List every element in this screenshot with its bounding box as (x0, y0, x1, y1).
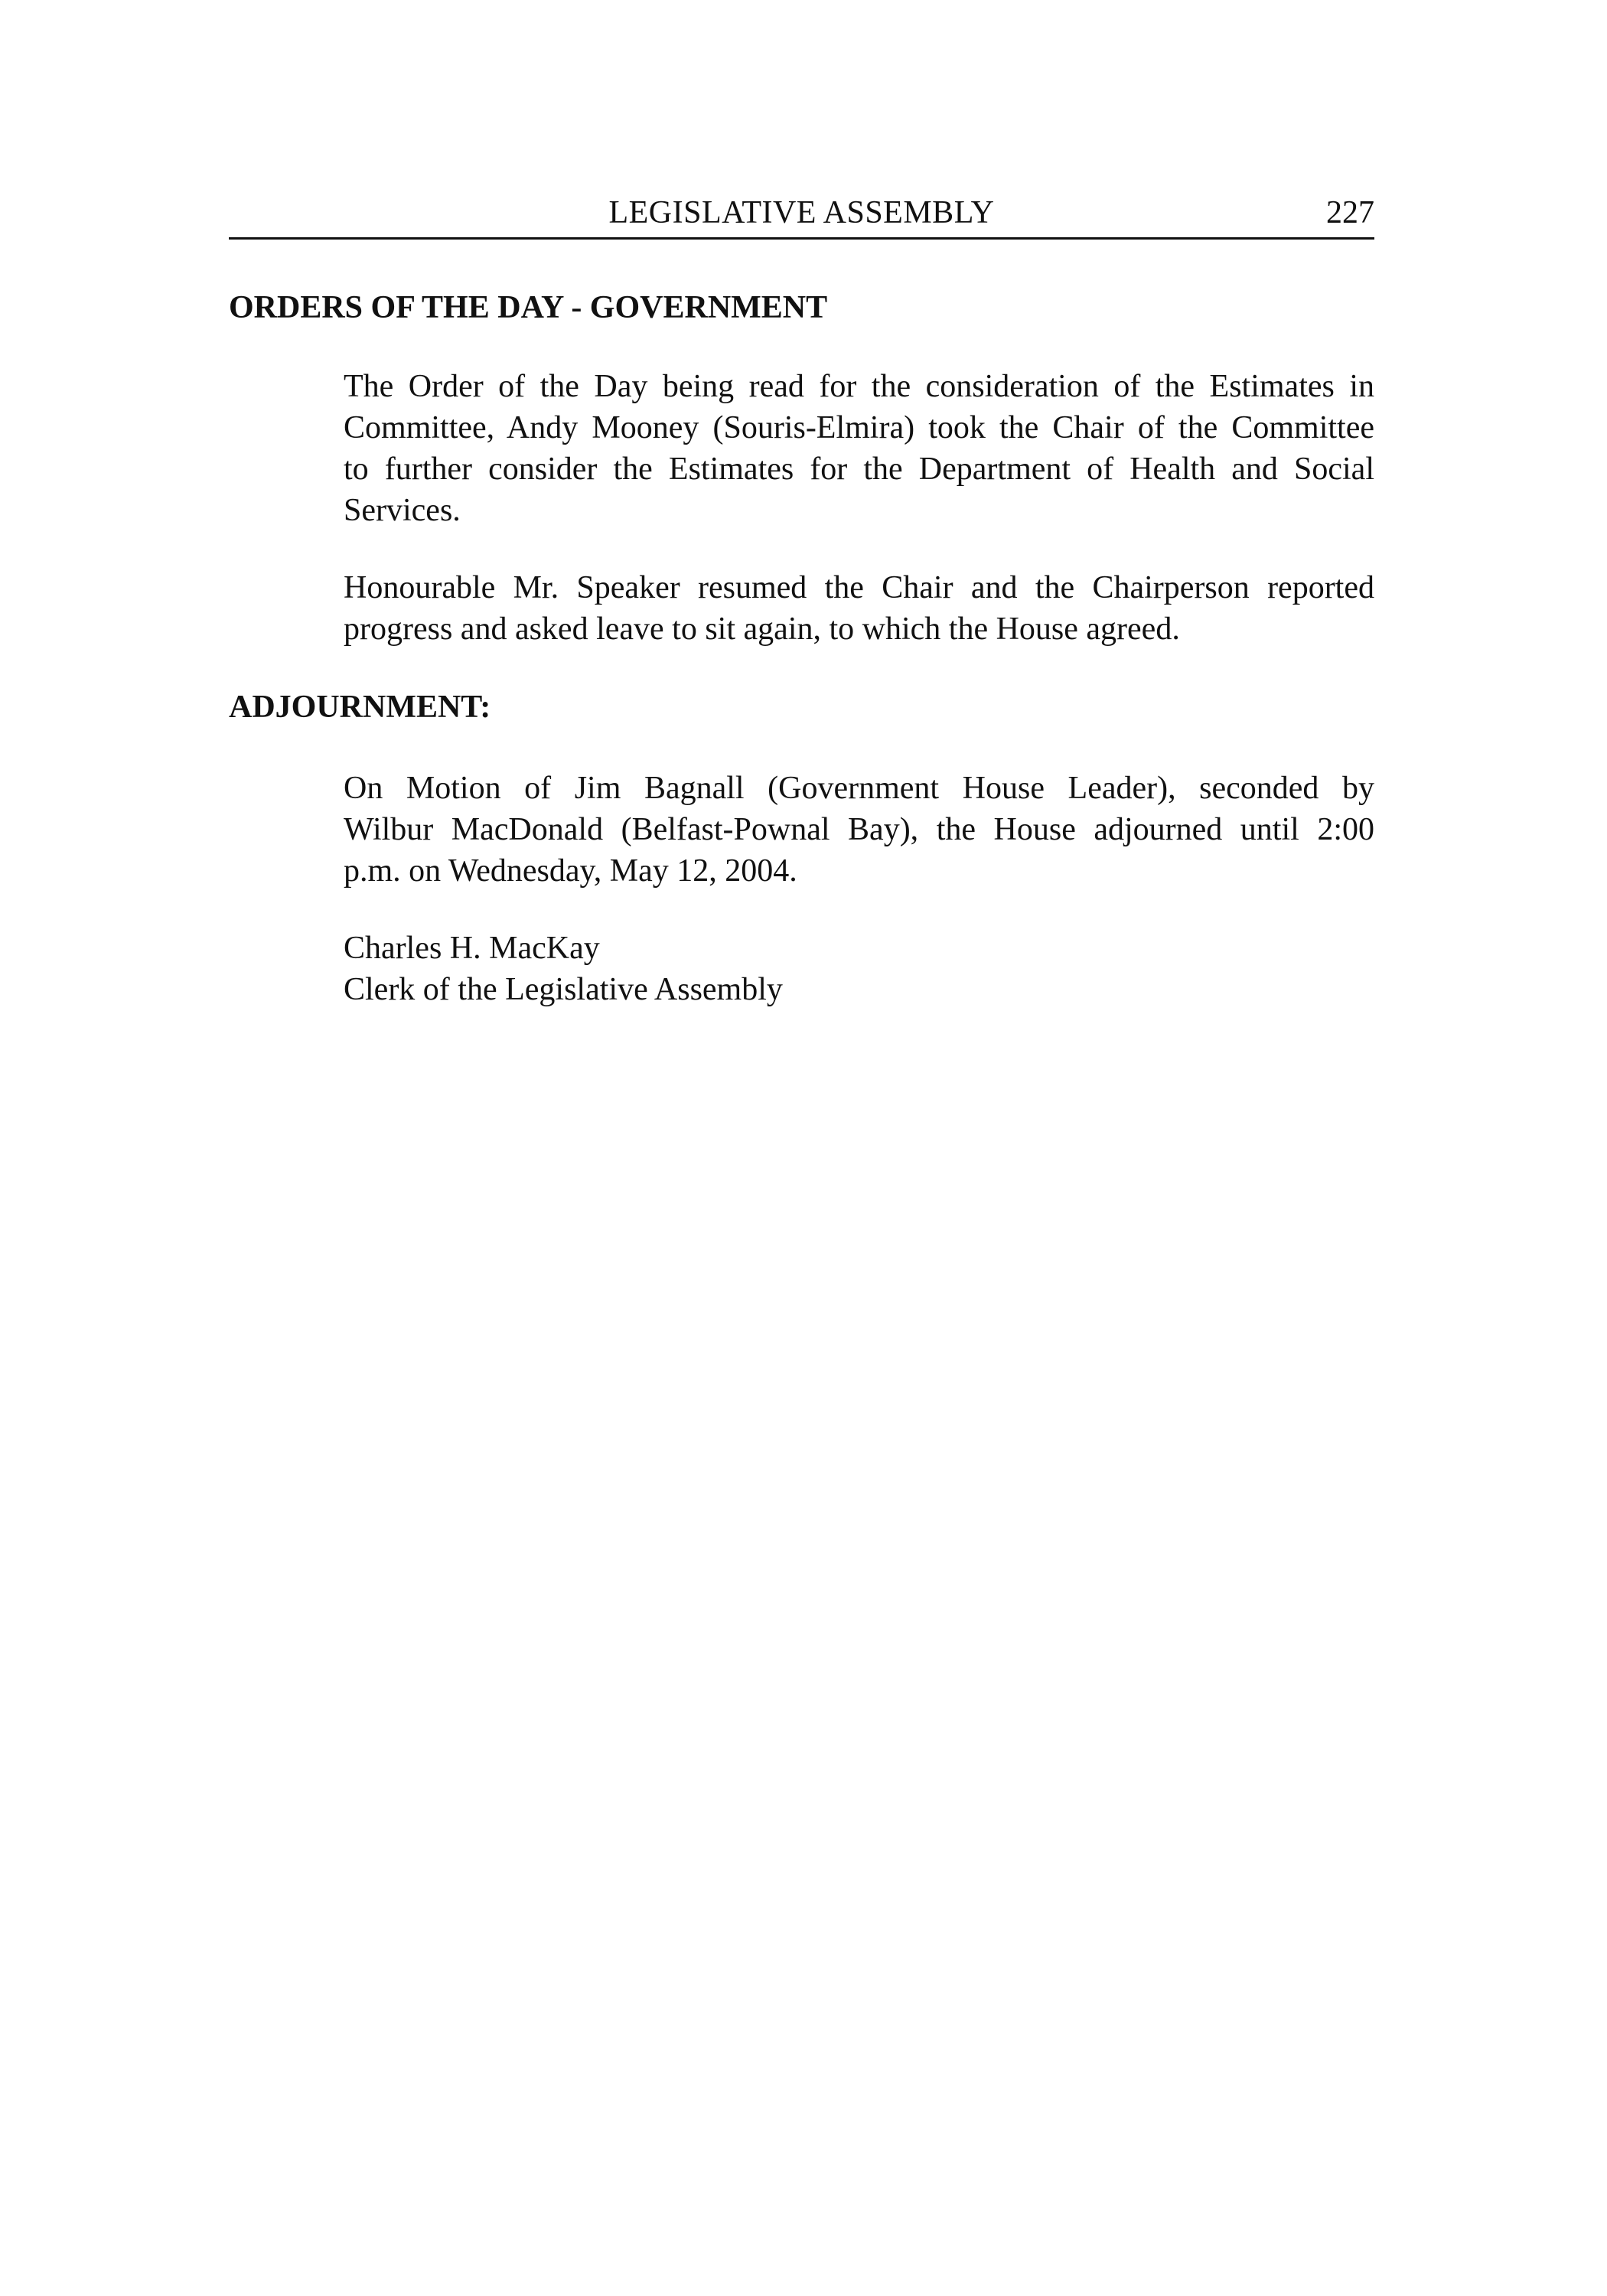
signatory-title: Clerk of the Legislative Assembly (344, 972, 783, 1007)
paragraph-line: progress and asked leave to sit again, to which the House agreed. (344, 612, 1180, 647)
adjournment-heading: ADJOURNMENT: (229, 690, 491, 725)
signature-block (344, 928, 1374, 1010)
paragraph-line: Honourable Mr. Speaker resumed the Chair and the Chairperson reported (344, 570, 1374, 605)
paragraph-line: to further consider the Estimates for the Department of Health and Social (344, 452, 1374, 487)
orders-paragraph-2 (344, 567, 1374, 650)
paragraph-line: The Order of the Day being read for the consideration of the Estimates in (344, 369, 1374, 404)
paragraph-line: p.m. on Wednesday, May 12, 2004. (344, 853, 797, 889)
signatory-name: Charles H. MacKay (344, 931, 600, 966)
paragraph-line: Committee, Andy Mooney (Souris-Elmira) took the Chair of the Committee (344, 410, 1374, 445)
paragraph-line: On Motion of Jim Bagnall (Government House Leader), seconded by (344, 771, 1374, 806)
paragraph-line: Wilbur MacDonald (Belfast-Pownal Bay), the House adjourned until 2:00 (344, 812, 1374, 847)
orders-paragraph-1 (344, 366, 1374, 531)
running-header (229, 190, 1374, 240)
paragraph-line: Services. (344, 493, 461, 528)
page-number: 227 (1326, 195, 1374, 230)
orders-heading: ORDERS OF THE DAY - GOVERNMENT (229, 290, 828, 325)
adjournment-paragraph (344, 768, 1374, 892)
header-title: LEGISLATIVE ASSEMBLY (608, 195, 995, 230)
